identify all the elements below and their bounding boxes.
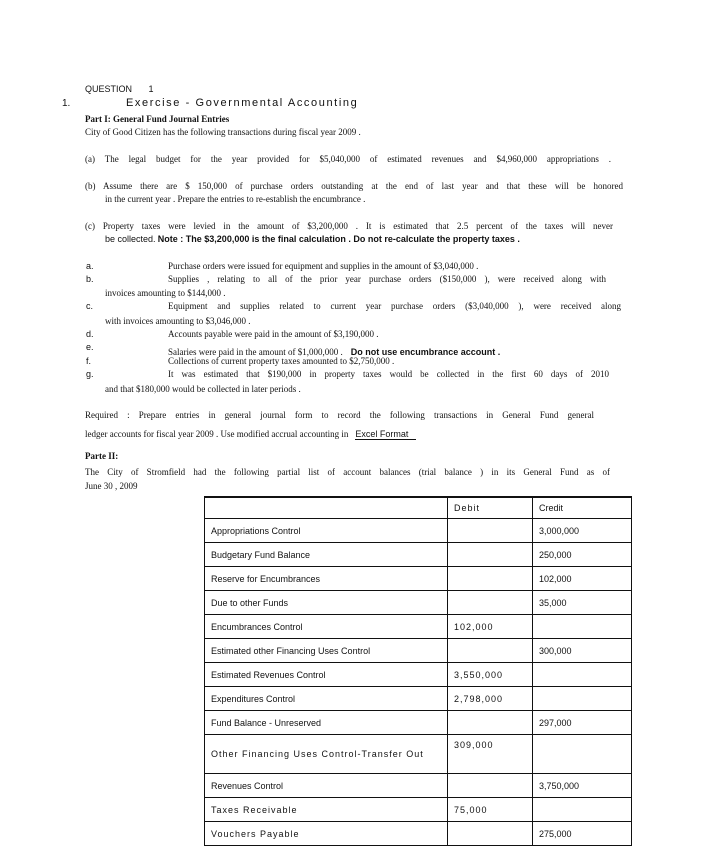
tx-cont-c: with invoices amounting to $3,046,000 . [105, 316, 251, 326]
row-credit [533, 687, 632, 711]
row-account: Estimated other Financing Uses Control [205, 639, 448, 663]
budget-item-b-line2: in the current year . Prepare the entries to re-establish the encumbrance . [105, 194, 366, 204]
table-row [205, 639, 632, 663]
row-debit [448, 567, 533, 591]
row-account: Taxes Receivable [205, 798, 448, 822]
row-account: Estimated Revenues Control [205, 663, 448, 687]
row-account: Vouchers Payable [205, 822, 448, 846]
row-credit [533, 798, 632, 822]
header-account [205, 497, 448, 519]
row-debit: 102,000 [448, 615, 533, 639]
tx-letter-c: c. [86, 301, 94, 311]
row-debit [448, 711, 533, 735]
row-debit: 309,000 [448, 735, 533, 774]
c-line2-plain: be collected. [105, 234, 156, 244]
tx-letter-e: e. [86, 342, 94, 352]
row-account: Fund Balance - Unreserved [205, 711, 448, 735]
required-line2-row [85, 424, 416, 442]
tx-cont-g: and that $180,000 would be collected in later periods . [105, 384, 301, 394]
table-row [205, 774, 632, 798]
c-line2-note: Note : The $3,200,000 is the final calculation . Do not re-calculate the property taxes . [157, 234, 520, 244]
table-header-row [205, 497, 632, 519]
table-row [205, 735, 632, 774]
question-number: 1 [148, 84, 154, 94]
row-account: Appropriations Control [205, 519, 448, 543]
row-account: Expenditures Control [205, 687, 448, 711]
part1-heading: Part I: General Fund Journal Entries [85, 114, 230, 124]
row-debit: 2,798,000 [448, 687, 533, 711]
header-credit: Credit [533, 497, 632, 519]
row-account: Encumbrances Control [205, 615, 448, 639]
table-row [205, 822, 632, 846]
budget-item-b-line1: (b) Assume there are $ 150,000 of purchase orders outstanding at the end of last year and that these will be honored [85, 181, 623, 191]
budget-item-a: (a) The legal budget for the year provided for $5,040,000 of estimated revenues and $4,960,000 appropriations . [85, 154, 611, 164]
tx-text-d: Accounts payable were paid in the amount of $3,190,000 . [168, 329, 379, 339]
row-account: Reserve for Encumbrances [205, 567, 448, 591]
table-row [205, 663, 632, 687]
part1-intro: City of Good Citizen has the following transactions during fiscal year 2009 . [85, 127, 361, 137]
table-row [205, 798, 632, 822]
row-credit: 275,000 [533, 822, 632, 846]
required-line2: ledger accounts for fiscal year 2009 . Use modified accrual accounting in [85, 429, 349, 439]
table-row [205, 687, 632, 711]
tx-text-a: Purchase orders were issued for equipment and supplies in the amount of $3,040,000 . [168, 261, 479, 271]
tx-text-f: Collections of current property taxes amounted to $2,750,000 . [168, 356, 395, 366]
row-credit: 3,000,000 [533, 519, 632, 543]
row-debit [448, 639, 533, 663]
row-account: Budgetary Fund Balance [205, 543, 448, 567]
row-credit: 35,000 [533, 591, 632, 615]
row-credit [533, 735, 632, 774]
budget-item-c-line2 [105, 234, 520, 244]
table-row [205, 711, 632, 735]
tx-text-g: It was estimated that $190,000 in property taxes would be collected in the first 60 days of 2010 [168, 369, 609, 379]
tx-letter-b: b. [86, 274, 94, 284]
header-debit: Debit [448, 497, 533, 519]
tx-cont-b: invoices amounting to $144,000 . [105, 288, 226, 298]
budget-item-c-line1: (c) Property taxes were levied in the amount of $3,200,000 . It is estimated that 2.5 percent of the taxes will never [85, 221, 613, 231]
part2-intro-line1: The City of Stromfield had the following partial list of account balances (trial balance ) in its General Fund as of [85, 467, 610, 477]
row-debit: 3,550,000 [448, 663, 533, 687]
tx-text-e: Salaries were paid in the amount of $1,000,000 . [168, 347, 343, 357]
row-account: Revenues Control [205, 774, 448, 798]
item-number: 1. [62, 98, 71, 109]
row-debit [448, 822, 533, 846]
row-credit: 3,750,000 [533, 774, 632, 798]
tx-text-c: Equipment and supplies related to current year purchase orders ($3,040,000 ), were received along [168, 301, 621, 311]
tx-letter-f: f. [86, 356, 92, 366]
row-account: Due to other Funds [205, 591, 448, 615]
row-debit [448, 519, 533, 543]
row-credit: 300,000 [533, 639, 632, 663]
excel-format-text: Excel Format [355, 429, 416, 440]
table-row [205, 591, 632, 615]
row-debit [448, 774, 533, 798]
question-label-text: QUESTION [85, 84, 133, 94]
row-debit: 75,000 [448, 798, 533, 822]
part2-heading: Parte II: [85, 451, 119, 461]
tx-letter-g: g. [86, 369, 94, 379]
row-credit [533, 615, 632, 639]
trial-balance-table [204, 496, 632, 846]
tx-text-e-bold: Do not use encumbrance account . [350, 347, 501, 357]
row-account: Other Financing Uses Control-Transfer Out [205, 735, 448, 774]
question-label [85, 84, 154, 94]
table-row [205, 567, 632, 591]
row-debit [448, 591, 533, 615]
row-credit: 297,000 [533, 711, 632, 735]
row-credit [533, 663, 632, 687]
table-row [205, 543, 632, 567]
tx-letter-d: d. [86, 329, 94, 339]
tx-text-b: Supplies , relating to all of the prior year purchase orders ($150,000 ), were received along with [168, 274, 606, 284]
exercise-title: Exercise - Governmental Accounting [126, 97, 359, 109]
table-row [205, 615, 632, 639]
row-credit: 102,000 [533, 567, 632, 591]
row-credit: 250,000 [533, 543, 632, 567]
row-debit [448, 543, 533, 567]
tx-letter-a: a. [86, 261, 94, 271]
required-line1: Required : Prepare entries in general journal form to record the following transactions in General Fund general [85, 410, 594, 420]
part2-intro-line2: June 30 , 2009 [85, 481, 138, 491]
table-row [205, 519, 632, 543]
